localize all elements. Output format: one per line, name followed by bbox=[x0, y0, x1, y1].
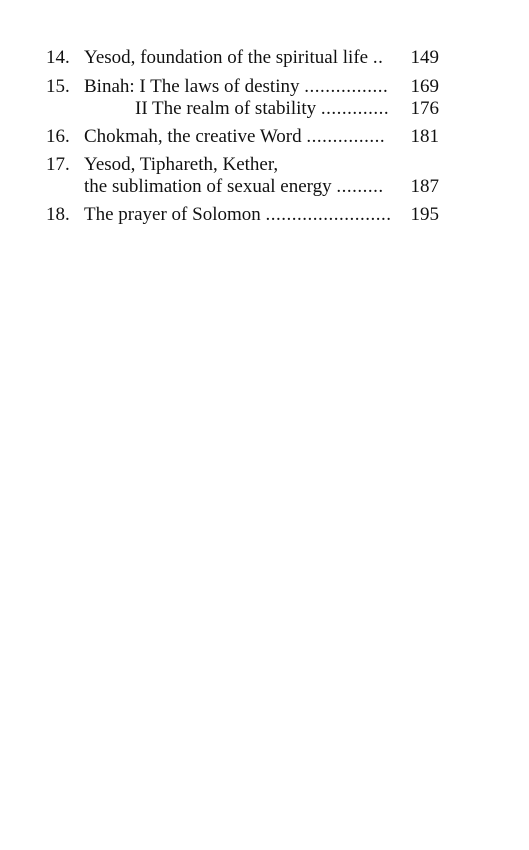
toc-leader-dots: .. bbox=[372, 47, 384, 68]
toc-number: 17. bbox=[46, 154, 70, 175]
toc-page-number: 169 bbox=[410, 76, 439, 97]
toc-number: 16. bbox=[46, 126, 70, 147]
toc-title-continued bbox=[84, 175, 384, 199]
toc-page-number: 176 bbox=[410, 98, 439, 119]
toc-leader-dots: ................ bbox=[304, 76, 389, 97]
toc-title bbox=[84, 46, 383, 70]
toc-leader-dots: ......... bbox=[336, 176, 384, 197]
toc-title-text: Yesod, Tiphareth, Kether, bbox=[84, 154, 279, 175]
toc-title-text: II The realm of stability bbox=[135, 98, 317, 119]
toc-title-text: Yesod, foundation of the spiritual life bbox=[84, 47, 369, 68]
toc-title-text: Chokmah, the creative Word bbox=[84, 126, 302, 147]
toc-page-number: 181 bbox=[410, 126, 439, 147]
toc-leader-dots: ............. bbox=[320, 98, 390, 119]
toc-title-text: The prayer of Solomon bbox=[84, 204, 261, 225]
toc-page-number: 195 bbox=[410, 204, 439, 225]
toc-leader-dots: ............... bbox=[306, 126, 386, 147]
toc-title bbox=[84, 203, 392, 227]
toc-page-number: 187 bbox=[410, 176, 439, 197]
toc-title-text: Binah: I The laws of destiny bbox=[84, 76, 300, 97]
toc-number: 15. bbox=[46, 76, 70, 97]
toc-number: 14. bbox=[46, 47, 70, 68]
toc-number: 18. bbox=[46, 204, 70, 225]
toc-page-number: 149 bbox=[410, 47, 439, 68]
toc-title bbox=[84, 153, 278, 177]
toc-leader-dots: ........................ bbox=[265, 204, 392, 225]
toc-subtitle bbox=[135, 97, 389, 121]
toc-title bbox=[84, 75, 388, 99]
toc-title bbox=[84, 125, 385, 149]
toc-title-text: the sublimation of sexual energy bbox=[84, 176, 332, 197]
